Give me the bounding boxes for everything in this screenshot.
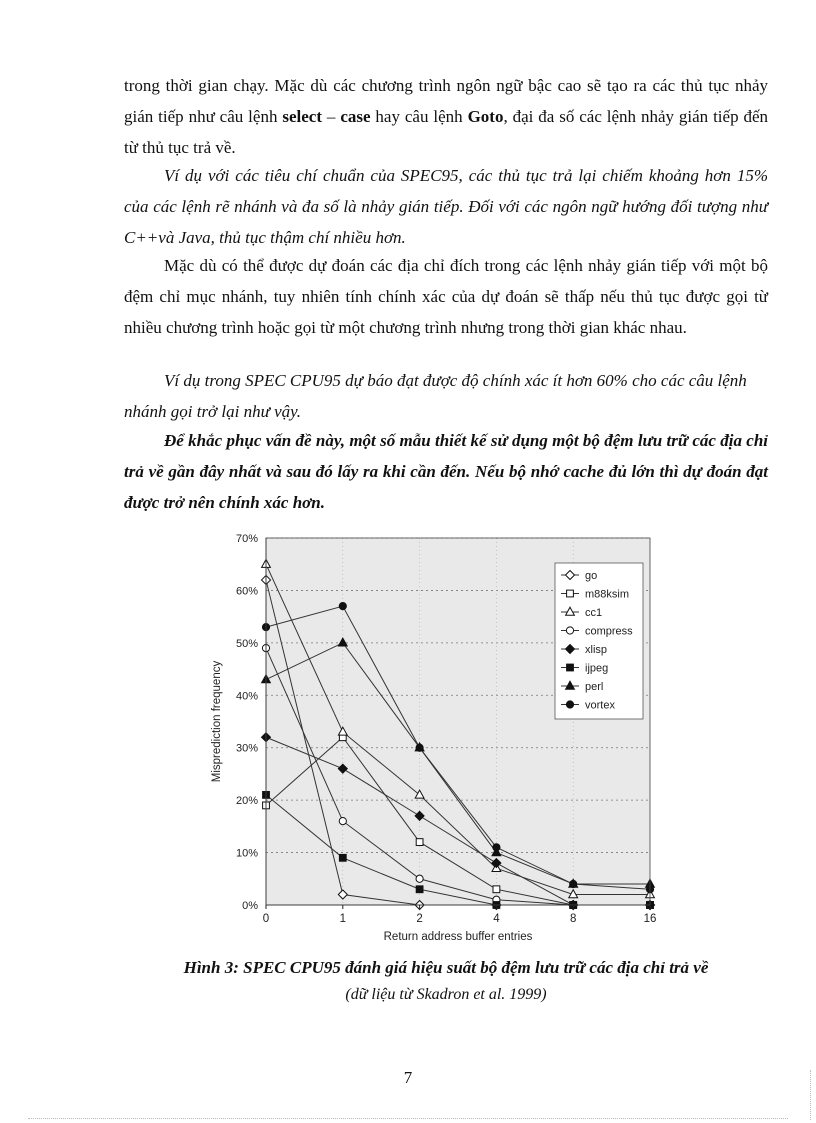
legend-label: ijpeg: [585, 662, 609, 675]
data-point-vortex: [339, 603, 346, 610]
legend-marker-m88ksim: [567, 590, 574, 597]
y-tick-label: 10%: [235, 847, 258, 860]
x-tick-label: 2: [416, 913, 423, 925]
data-point-ijpeg: [416, 886, 423, 893]
text-run: –: [322, 107, 341, 126]
paragraph-return-procedures: [124, 70, 768, 163]
legend-label: perl: [585, 681, 604, 693]
keyword-run: Goto: [467, 107, 504, 126]
data-point-vortex: [416, 744, 423, 751]
legend-marker-ijpeg: [567, 664, 574, 671]
keyword-run: case: [340, 107, 371, 126]
data-point-compress: [339, 818, 346, 825]
data-point-m88ksim: [416, 839, 423, 846]
data-point-m88ksim: [493, 886, 500, 893]
legend-label: xlisp: [585, 644, 608, 656]
legend-label: vortex: [585, 699, 615, 712]
y-tick-label: 50%: [235, 637, 258, 650]
keyword-run: select: [282, 107, 322, 126]
x-tick-label: 8: [569, 913, 577, 925]
legend-label: cc1: [585, 607, 603, 619]
x-tick-label: 16: [643, 913, 657, 925]
y-tick-label: 70%: [235, 533, 258, 545]
x-tick-label: 0: [262, 913, 270, 925]
figure-caption: Hình 3: SPEC CPU95 đánh giá hiệu suất bộ đệm lưu trữ các địa chỉ trả về: [183, 958, 709, 977]
y-axis-label: Misprediction frequency: [211, 660, 223, 783]
paragraph-cpu95-example: Ví dụ trong SPEC CPU95 dự báo đạt được độ chính xác ít hơn 60% cho các câu lệnh nhánh gọi trở lại như vậy.: [124, 371, 747, 421]
x-tick-label: 1: [339, 913, 347, 925]
misprediction-chart: [200, 525, 670, 950]
data-point-vortex: [493, 844, 500, 851]
y-tick-label: 60%: [235, 585, 258, 598]
y-tick-label: 30%: [235, 742, 258, 755]
x-tick-label: 4: [493, 913, 500, 925]
chart-svg: [200, 525, 670, 950]
data-point-ijpeg: [339, 854, 346, 861]
legend-label: compress: [585, 625, 633, 638]
legend-label: go: [585, 570, 598, 582]
page-right-rule: [810, 1070, 811, 1120]
text-run: trong thời gian chạy. Mặc dù các chương trình ngôn ngữ bậc cao sẽ tạo ra các thủ tục nhảy gián tiếp như câu lệnh: [124, 76, 768, 126]
y-tick-label: 20%: [235, 795, 258, 808]
y-tick-label: 0%: [242, 900, 258, 912]
paragraph-return-stack-solution: Để khắc phục vấn đề này, một số mẫu thiết kế sử dụng một bộ đệm lưu trữ các địa chỉ trả về gần đây nhất và sau đó lấy ra khi cần đến. Nếu bộ nhớ cache đủ lớn thì dự đoán đạt được trở nên chính xác hơn.: [124, 431, 768, 512]
x-axis-label: Return address buffer entries: [383, 931, 533, 943]
text-run: hay câu lệnh: [370, 107, 468, 126]
legend-marker-vortex: [566, 701, 573, 708]
legend-marker-compress: [566, 627, 573, 634]
page-bottom-rule: [28, 1118, 788, 1119]
legend-box: [555, 563, 643, 719]
data-point-vortex: [570, 880, 577, 887]
figure-source: (dữ liệu từ Skadron et al. 1999): [345, 986, 547, 1003]
data-point-compress: [416, 875, 423, 882]
text-run: , đại đa số các lệnh nhảy gián tiếp đến từ thủ tục trả về.: [124, 107, 769, 157]
y-tick-label: 40%: [235, 690, 258, 703]
paragraph-branch-buffer: Mặc dù có thể được dự đoán các địa chỉ đích trong các lệnh nhảy gián tiếp với một bộ đệm chỉ mục nhánh, tuy nhiên tính chính xác của dự đoán sẽ thấp nếu thủ tục được gọi từ nhiều chương trình hoặc gọi từ một chương trình nhưng trong thời gian khác nhau.: [124, 256, 768, 337]
legend-label: m88ksim: [585, 588, 630, 601]
page-number: 7: [403, 1068, 413, 1087]
paragraph-spec95-example: Ví dụ với các tiêu chí chuẩn của SPEC95, các thủ tục trả lại chiếm khoảng hơn 15% của các lệnh rẽ nhánh và đa số là nhảy gián tiếp. Đối với các ngôn ngữ hướng đối tượng như C++và Java, thủ tục thậm chí nhiều hơn.: [124, 166, 768, 247]
